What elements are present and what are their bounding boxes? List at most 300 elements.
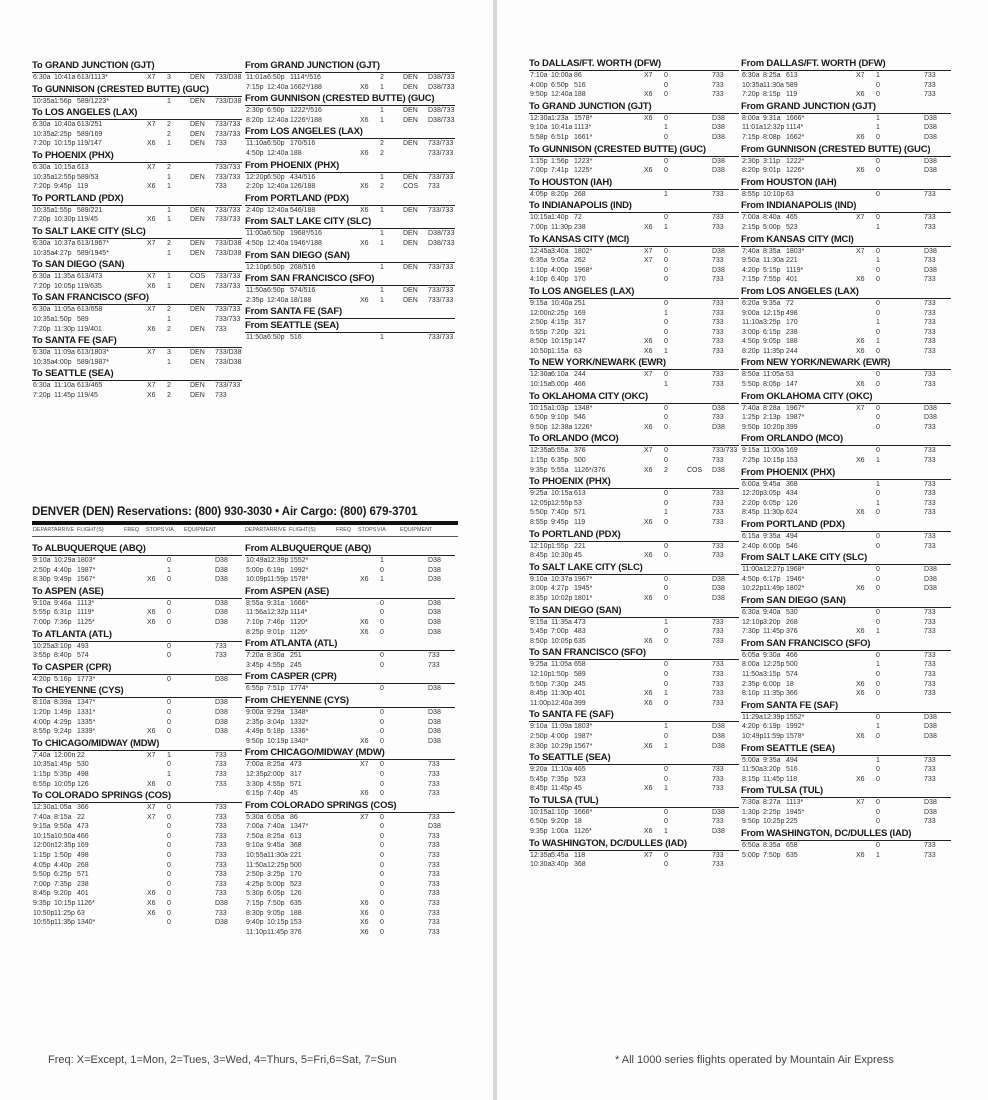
flight-cell: 2:50p xyxy=(33,566,51,574)
flight-cell: DEN xyxy=(190,74,205,81)
flight-cell: 1:55p xyxy=(551,542,569,550)
flight-cell: 523 xyxy=(786,223,798,231)
flight-cell: 466 xyxy=(786,651,798,659)
flight-row xyxy=(529,689,739,699)
flight-cell: X6 xyxy=(856,133,865,141)
flight-cell: 12:10p xyxy=(530,670,552,678)
flight-cell: 8:45p xyxy=(33,890,51,898)
column-header: VIA xyxy=(377,527,386,533)
flight-cell: 635 xyxy=(574,637,586,645)
route-heading: To ATLANTA (ATL) xyxy=(32,629,242,642)
flight-cell: 4:00p xyxy=(551,266,569,274)
flight-cell: 0 xyxy=(664,266,668,274)
flight-row xyxy=(529,337,739,347)
flight-cell: 9:05a xyxy=(551,257,569,265)
flight-cell: 733 xyxy=(215,140,227,148)
route-section xyxy=(245,273,455,305)
flight-cell: X6 xyxy=(644,690,653,698)
flight-cell: 401 xyxy=(574,690,586,698)
route-heading: From NEW YORK/NEWARK (EWR) xyxy=(741,357,951,370)
flight-row xyxy=(245,608,455,618)
flight-cell: 2:15p xyxy=(742,223,760,231)
flight-cell: 733/733 xyxy=(712,447,738,455)
route-section xyxy=(741,638,951,699)
route-heading: From SAN DIEGO (SAN) xyxy=(245,250,455,263)
flight-row xyxy=(529,594,739,604)
flight-row xyxy=(529,71,739,81)
flight-cell: 0 xyxy=(380,770,384,778)
flight-cell: 733 xyxy=(712,309,724,317)
flight-cell: 2:50p xyxy=(246,871,264,879)
flight-row xyxy=(245,139,455,149)
flight-cell: X6 xyxy=(644,114,653,122)
flight-cell: COS xyxy=(190,273,206,281)
flight-cell: 7:40a xyxy=(33,751,51,759)
flight-cell: 733 xyxy=(428,832,440,840)
flight-cell: 0 xyxy=(380,652,384,660)
flight-cell: 11:45p xyxy=(551,785,572,793)
flight-cell: 63 xyxy=(77,909,85,917)
flight-cell: 2:35p xyxy=(246,296,264,304)
flight-row xyxy=(245,832,455,842)
flight-cell: 0 xyxy=(876,585,880,593)
flight-cell: 8:30p xyxy=(530,742,548,750)
flight-cell: 0 xyxy=(664,214,668,222)
flight-cell: 251 xyxy=(290,652,302,660)
flight-cell: 589 xyxy=(786,81,798,89)
flight-cell: X6 xyxy=(644,466,653,474)
flight-cell: X6 xyxy=(644,167,653,175)
flight-cell: 366 xyxy=(77,804,89,812)
flight-row xyxy=(32,608,242,618)
flight-cell: 0 xyxy=(167,813,171,821)
route-heading: To ASPEN (ASE) xyxy=(32,586,242,599)
flight-cell: 1:15p xyxy=(530,457,548,465)
flight-cell: 268 xyxy=(786,618,798,626)
flight-row xyxy=(529,413,739,423)
flight-cell: X7 xyxy=(644,447,653,455)
route-section xyxy=(32,738,242,789)
flight-cell: 7:40a xyxy=(742,247,760,255)
flight-cell: 1 xyxy=(167,216,171,224)
route-heading: To CASPER (CPR) xyxy=(32,662,242,675)
flight-cell: 8:20p xyxy=(551,190,569,198)
flight-cell: 1992* xyxy=(290,566,309,574)
flight-cell: 1 xyxy=(664,723,668,731)
flight-cell: 7:40a xyxy=(267,823,285,831)
flight-cell: 9:05p xyxy=(763,338,781,346)
flight-row xyxy=(245,206,455,216)
flight-row xyxy=(741,732,951,742)
flight-cell: 3:20p xyxy=(763,766,781,774)
flight-cell: 0 xyxy=(876,423,880,431)
flight-row xyxy=(32,861,242,871)
flight-cell: 12:30a xyxy=(33,804,55,812)
flight-cell: 11:00a xyxy=(246,230,267,238)
flight-cell: 4:50p xyxy=(742,575,760,583)
flight-cell: 1125* xyxy=(77,618,95,626)
flight-cell: 0 xyxy=(664,447,668,455)
flight-cell: 7:41p xyxy=(551,167,569,175)
flight-row xyxy=(32,97,242,107)
route-heading: From GRAND JUNCTION (GJT) xyxy=(245,60,455,73)
route-section xyxy=(529,177,739,200)
flight-cell: 0 xyxy=(876,575,880,583)
flight-cell: 733 xyxy=(712,519,724,526)
flight-cell: 0 xyxy=(664,499,668,507)
flight-cell: 3:20p xyxy=(763,618,781,626)
flight-cell: 3:45p xyxy=(246,661,264,669)
flight-cell: 465 xyxy=(574,766,586,774)
flight-cell: 12:39p xyxy=(763,713,785,721)
route-section xyxy=(741,286,951,357)
flight-cell: 12:10p xyxy=(742,618,764,626)
flight-cell: 9:20p xyxy=(551,818,569,826)
flight-cell: 613/1967* xyxy=(77,239,109,247)
flight-cell: 1774* xyxy=(290,685,309,693)
flight-cell: 733 xyxy=(712,680,724,688)
flight-cell: 733 xyxy=(924,766,936,774)
route-heading: To SAN FRANCISCO (SFO) xyxy=(32,292,242,305)
flight-cell: 11:30a xyxy=(267,852,288,860)
flight-row xyxy=(32,698,242,708)
route-heading: From SEATTLE (SEA) xyxy=(741,743,951,756)
flight-row xyxy=(245,73,455,83)
flight-cell: 9:35p xyxy=(530,828,548,836)
flight-cell: DEN xyxy=(190,249,205,257)
flight-cell: 10:35a xyxy=(33,173,55,181)
flight-cell: 8:39a xyxy=(54,699,72,707)
flight-cell: D38 xyxy=(215,557,228,564)
route-heading: To SEATTLE (SEA) xyxy=(529,752,739,765)
flight-cell: 7:15p xyxy=(246,83,264,91)
flight-cell: 11:45p xyxy=(267,928,288,936)
flight-cell: 9:46a xyxy=(54,599,72,607)
flight-cell: 12:55p xyxy=(551,499,573,507)
flight-cell: 1:50p xyxy=(54,315,72,323)
flight-cell: 1987* xyxy=(574,732,593,740)
flight-cell: 4:49p xyxy=(246,728,264,736)
flight-row xyxy=(32,182,242,192)
route-heading: To ALBUQUERQUE (ABQ) xyxy=(32,543,242,556)
flight-cell: 6:15p xyxy=(763,328,781,336)
flight-cell: 733 xyxy=(924,91,936,99)
flight-cell: 0 xyxy=(167,804,171,812)
flight-row xyxy=(741,627,951,637)
flight-cell: 10:02p xyxy=(551,594,573,602)
flight-cell: 0 xyxy=(380,852,384,860)
flight-cell: 3:00p xyxy=(530,585,548,593)
flight-cell: 0 xyxy=(876,690,880,698)
flight-cell: 1666* xyxy=(290,599,309,607)
flight-cell: D38 xyxy=(924,114,937,122)
flight-row xyxy=(529,380,739,390)
flight-cell: 733/733 xyxy=(428,263,454,271)
flight-cell: 12:35p xyxy=(54,842,76,850)
flight-cell: 53 xyxy=(786,371,794,379)
flight-cell: 7:46p xyxy=(267,618,285,626)
route-section xyxy=(245,586,455,637)
flight-cell: D38/733 xyxy=(428,107,455,115)
flight-cell: 733/D38 xyxy=(215,249,242,257)
flight-cell: 0 xyxy=(876,190,880,198)
flight-cell: X7 xyxy=(147,306,156,314)
flight-cell: X6 xyxy=(644,637,653,645)
flight-cell: 12:25p xyxy=(267,861,289,869)
flight-cell: 9:40a xyxy=(763,608,781,616)
flight-row xyxy=(245,841,455,851)
flight-cell: 1 xyxy=(664,381,668,389)
flight-cell: 658 xyxy=(574,661,586,669)
flight-cell: 8:00a xyxy=(742,661,760,669)
flight-cell: 12:35p xyxy=(246,770,268,778)
flight-cell: 8:50p xyxy=(530,338,548,346)
flight-cell: 12:20p xyxy=(742,490,764,498)
flight-cell: 10:55a xyxy=(246,852,268,860)
flight-cell: 11:01a xyxy=(246,74,267,81)
flight-row xyxy=(741,713,951,723)
flight-row xyxy=(32,575,242,585)
flight-cell: 733/733 xyxy=(215,173,241,181)
flight-cell: 613 xyxy=(786,72,798,79)
flight-cell: 4:40p xyxy=(54,861,72,869)
flight-cell: X6 xyxy=(360,206,369,214)
flight-cell: 733 xyxy=(215,909,227,917)
flight-cell: D38 xyxy=(712,594,725,602)
flight-cell: 733 xyxy=(924,818,936,826)
flight-cell: X6 xyxy=(644,785,653,793)
flight-cell: DEN xyxy=(403,173,418,181)
flight-cell: 8:50p xyxy=(530,637,548,645)
flight-cell: 8:35p xyxy=(530,594,548,602)
flight-cell: 3:10p xyxy=(54,642,72,650)
flight-cell: 12:40a xyxy=(551,91,573,99)
flight-cell: 7:40a xyxy=(33,813,51,821)
flight-cell: 0 xyxy=(876,775,880,783)
flight-cell: 2:25p xyxy=(54,130,72,138)
flight-cell: 498 xyxy=(786,309,798,317)
flight-cell: 0 xyxy=(876,533,880,540)
flight-cell: DEN xyxy=(190,206,205,214)
flight-cell: 11:50a xyxy=(246,287,267,295)
flight-row xyxy=(245,661,455,671)
flight-row xyxy=(741,798,951,808)
flight-cell: 8:08p xyxy=(763,133,781,141)
flight-cell: 733 xyxy=(924,661,936,669)
flight-cell: X6 xyxy=(856,347,865,355)
flight-cell: 613/1113* xyxy=(77,74,108,81)
route-section xyxy=(245,320,455,343)
flight-cell: 0 xyxy=(664,542,668,550)
flight-cell: 170 xyxy=(786,319,798,327)
route-heading: To TULSA (TUL) xyxy=(529,795,739,808)
flight-cell: 0 xyxy=(876,670,880,678)
flight-cell: 1331* xyxy=(77,708,96,716)
flight-cell: 7:15p xyxy=(742,133,760,141)
flight-cell: 733/733 xyxy=(215,216,241,224)
flight-cell: 473 xyxy=(574,618,586,626)
flight-cell: 12:39p xyxy=(267,557,289,564)
flight-cell: 733 xyxy=(712,319,724,327)
flight-cell: 0 xyxy=(167,890,171,898)
flight-cell: 733 xyxy=(924,756,936,764)
flight-cell: 7:00p xyxy=(551,628,569,636)
flight-row xyxy=(741,275,951,285)
flight-cell: 733 xyxy=(428,183,440,191)
flight-cell: 7:20p xyxy=(33,216,51,224)
flight-cell: 733 xyxy=(428,852,440,860)
flight-cell: 1:49p xyxy=(54,708,72,716)
flight-cell: 8:27a xyxy=(763,799,781,807)
flight-cell: 733 xyxy=(924,608,936,616)
flight-row xyxy=(741,404,951,414)
route-section xyxy=(32,586,242,628)
flight-cell: 0 xyxy=(876,509,880,517)
column-headers xyxy=(32,525,458,537)
flight-cell: 11:35a xyxy=(54,273,75,281)
flight-cell: 1987* xyxy=(786,414,805,422)
flight-row xyxy=(529,575,739,585)
flight-cell: X7 xyxy=(856,72,865,79)
route-section xyxy=(741,433,951,465)
flight-cell: 2 xyxy=(380,183,384,191)
flight-cell: 11:05a xyxy=(551,661,572,669)
flight-cell: 5:16p xyxy=(54,675,72,683)
flight-cell: X7 xyxy=(644,371,653,379)
flight-row xyxy=(245,182,455,192)
flight-cell: 3:04p xyxy=(267,718,285,726)
flight-cell: 2 xyxy=(167,163,171,171)
flight-cell: 0 xyxy=(664,585,668,593)
flight-cell: D38 xyxy=(924,404,937,412)
flight-cell: 10:15a xyxy=(530,381,552,389)
flight-cell: 0 xyxy=(380,909,384,917)
flight-cell: X6 xyxy=(856,851,865,859)
flight-cell: 1347* xyxy=(77,699,96,707)
flight-cell: X6 xyxy=(644,91,653,99)
flight-cell: 10:05p xyxy=(551,637,573,645)
flight-cell: 8:55p xyxy=(530,519,548,526)
flight-cell: 18 xyxy=(574,818,582,826)
flight-cell: X6 xyxy=(147,140,156,148)
flight-cell: 45 xyxy=(290,790,298,798)
flight-cell: 624 xyxy=(786,509,798,517)
flight-cell: 11:10p xyxy=(246,928,267,936)
flight-cell: 170/516 xyxy=(290,140,316,148)
flight-cell: 2:00p xyxy=(267,770,285,778)
flight-row xyxy=(529,699,739,709)
flight-cell: 12:40a xyxy=(267,206,289,214)
flight-cell: 3 xyxy=(167,74,171,81)
flight-cell: 0 xyxy=(664,861,668,869)
flight-cell: 0 xyxy=(167,576,171,584)
flight-cell: 244 xyxy=(574,371,586,379)
flight-cell: 1967* xyxy=(574,575,593,583)
flight-cell: 6:20a xyxy=(742,299,760,307)
flight-cell: 0 xyxy=(664,299,668,307)
flight-cell: 4:00p xyxy=(54,358,72,366)
flight-cell: 153 xyxy=(290,919,302,927)
flight-row xyxy=(32,780,242,790)
flight-cell: 0 xyxy=(380,823,384,831)
flight-cell: 0 xyxy=(876,818,880,826)
flight-cell: 733 xyxy=(712,371,724,379)
flight-cell: 10:35a xyxy=(33,97,55,105)
flight-row xyxy=(529,423,739,433)
flight-cell: 126 xyxy=(290,890,302,898)
flight-cell: 498 xyxy=(77,852,89,860)
flight-cell: 1 xyxy=(876,338,880,346)
flight-cell: D38 xyxy=(712,466,725,474)
flight-cell: 1 xyxy=(380,173,384,181)
flight-cell: 6:00p xyxy=(763,542,781,550)
flight-row xyxy=(245,909,455,919)
flight-cell: 500 xyxy=(574,457,586,465)
flight-cell: 1 xyxy=(664,190,668,198)
flight-cell: 10:00a xyxy=(551,72,573,79)
flight-cell: 245 xyxy=(290,661,302,669)
flight-cell: 635 xyxy=(786,851,798,859)
flight-cell: 10:40a xyxy=(551,299,573,307)
flight-cell: 118 xyxy=(574,851,586,859)
flight-cell: 0 xyxy=(380,861,384,869)
flight-cell: X7 xyxy=(856,247,865,255)
flight-cell: 1661* xyxy=(574,133,593,141)
flight-cell: 733/D38 xyxy=(215,97,242,105)
flight-cell: 317 xyxy=(574,319,586,327)
flight-cell: 1 xyxy=(876,124,880,132)
flight-cell: 5:50p xyxy=(33,871,51,879)
flight-cell: 733/D38 xyxy=(215,349,242,357)
flight-cell: 10:15p xyxy=(551,338,573,346)
flight-cell: 9:15a xyxy=(530,618,548,626)
flight-row xyxy=(529,851,739,861)
flight-cell: 0 xyxy=(167,832,171,840)
flight-cell: 1113* xyxy=(574,124,592,132)
flight-cell: 6:10a xyxy=(551,371,569,379)
flight-cell: DEN xyxy=(190,121,205,129)
flight-cell: X6 xyxy=(360,928,369,936)
flight-cell: X6 xyxy=(856,775,865,783)
flight-row xyxy=(32,889,242,899)
flight-cell: D38 xyxy=(924,157,937,165)
flight-cell: 733 xyxy=(712,223,724,231)
flight-cell: 1 xyxy=(167,358,171,366)
flight-cell: 530 xyxy=(786,608,798,616)
flight-cell: 7:20p xyxy=(551,328,569,336)
flight-cell: X6 xyxy=(856,381,865,389)
flight-cell: 733/733 xyxy=(428,149,454,157)
flight-cell: 8:55p xyxy=(33,728,51,736)
flight-cell: 1 xyxy=(876,114,880,122)
flight-cell: X6 xyxy=(360,183,369,191)
flight-cell: 317 xyxy=(290,770,302,778)
flight-cell: 733 xyxy=(428,919,440,927)
flight-cell: 3:30p xyxy=(246,780,264,788)
flight-cell: 7:30p xyxy=(742,628,760,636)
flight-cell: 523 xyxy=(574,775,586,783)
flight-row xyxy=(245,780,455,790)
flight-cell: 11:45p xyxy=(54,391,75,399)
flight-cell: X6 xyxy=(856,457,865,465)
flight-cell: 8:10a xyxy=(33,699,51,707)
flight-row xyxy=(741,808,951,818)
flight-cell: 4:00p xyxy=(551,732,569,740)
flight-cell: 733 xyxy=(215,652,227,660)
flight-row xyxy=(741,670,951,680)
flight-cell: D38 xyxy=(924,167,937,175)
flight-cell: 12:32p xyxy=(267,609,289,617)
